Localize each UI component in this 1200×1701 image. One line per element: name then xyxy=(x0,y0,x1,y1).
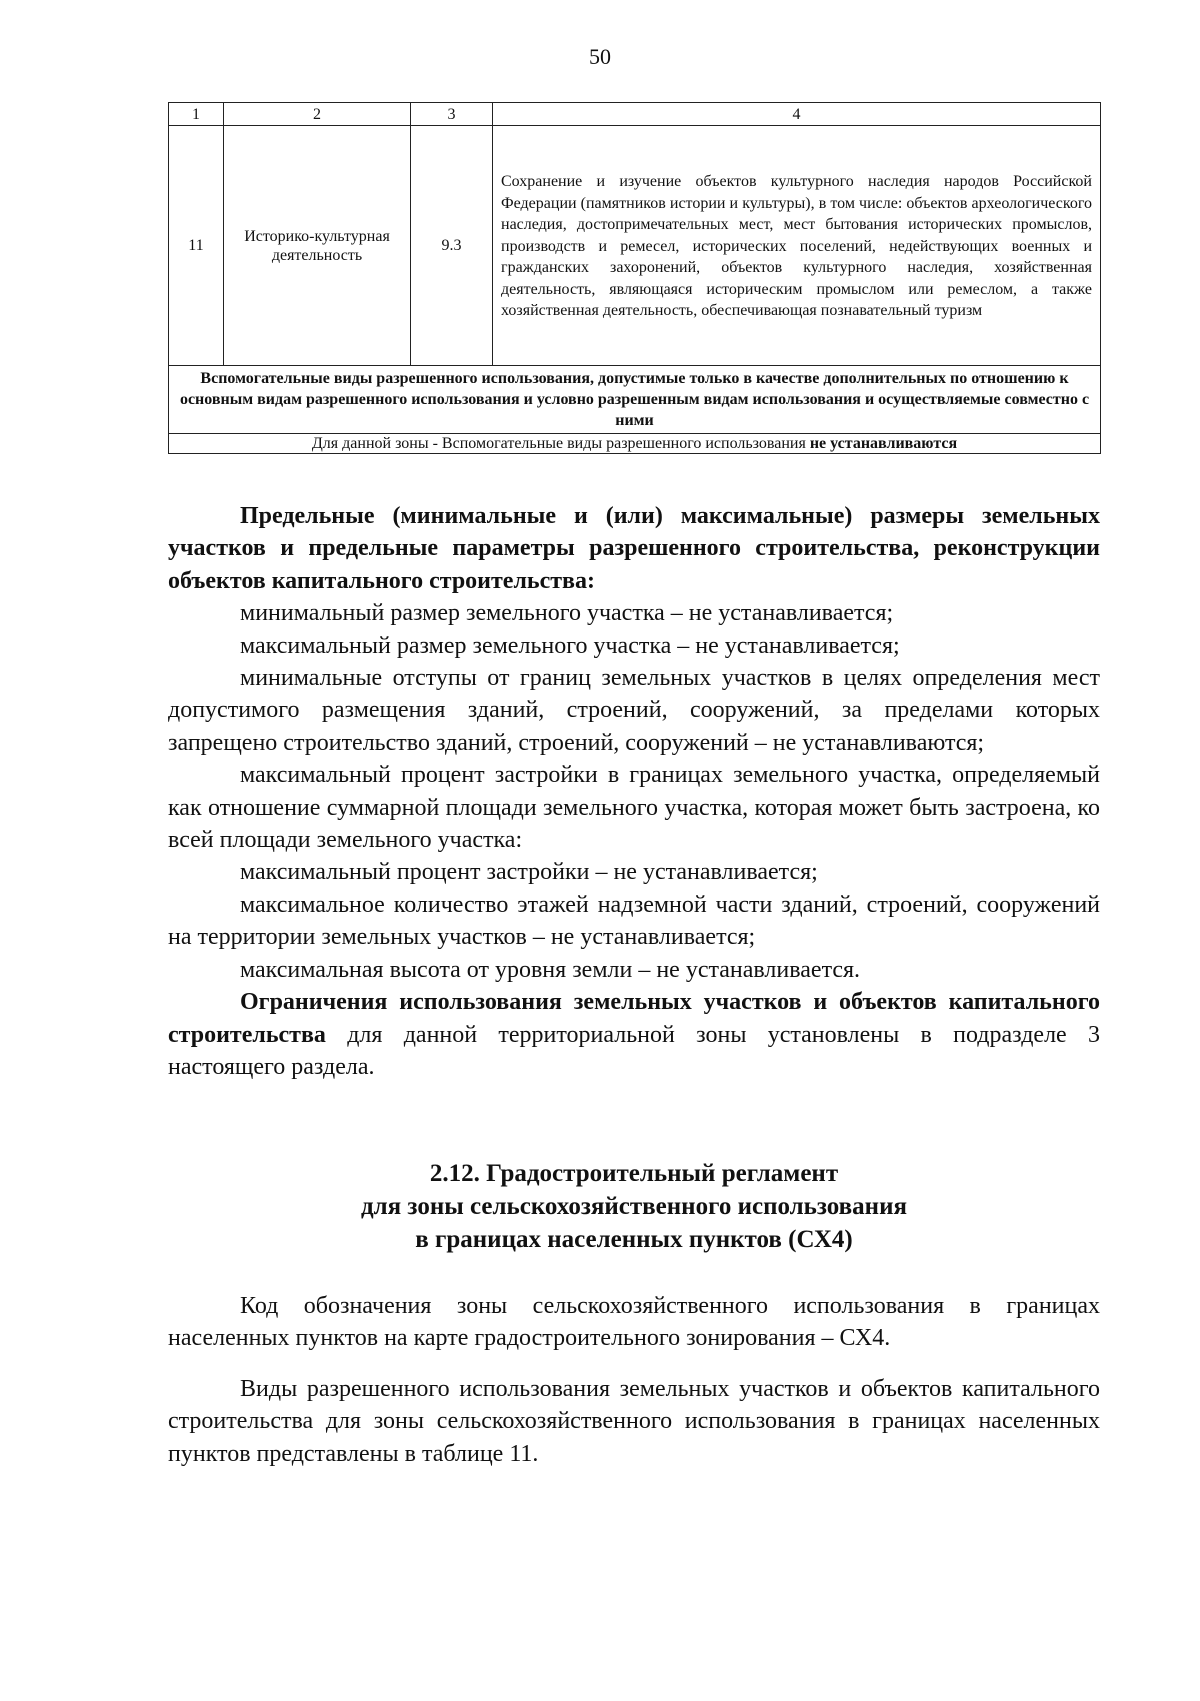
limits-section xyxy=(168,500,1100,1083)
use-code-cell: 9.3 xyxy=(411,126,493,366)
limit-item: максимальное количество этажей надземной части зданий, строений, сооружений на территории земельных участков – не устанавливается; xyxy=(168,891,1100,951)
restriction-bold: Ограничения использования земельных участков и объектов капитального строительства xyxy=(168,989,1100,1048)
table-reference-paragraph: Виды разрешенного использования земельных участков и объектов капитального строительства для зоны сельскохозяйственного использования в границах населенных пунктов представлены в таблице 11. xyxy=(168,1375,1100,1467)
use-name-cell: Историко-культурная деятельность xyxy=(224,126,411,366)
section-body xyxy=(168,1290,1100,1470)
restriction-paragraph xyxy=(168,986,1100,1083)
limit-item: максимальный размер земельного участка – не устанавливается; xyxy=(240,632,900,659)
aux-heading-cell: Вспомогательные виды разрешенного использования, допустимые только в качестве дополнительных по отношению к основным видам разрешенного использования и условно разрешенным видам использования и осуществляемые совместно с ними xyxy=(169,366,1101,434)
limits-heading: Предельные (минимальные и (или) максимальные) размеры земельных участков и предельные параметры разрешенного строительства, реконструкции объектов капитального строительства: xyxy=(168,503,1100,594)
aux-note-cell xyxy=(169,434,1101,454)
zone-code-paragraph: Код обозначения зоны сельскохозяйственного использования в границах населенных пунктов на карте градостроительного зонирования – СХ4. xyxy=(168,1293,1100,1352)
table-row xyxy=(169,126,1101,366)
limit-item: минимальные отступы от границ земельных участков в целях определения мест допустимого размещения зданий, строений, сооружений, за пределами которых запрещено строительство зданий, строений, сооружений – не устанавливаются; xyxy=(168,665,1100,756)
table-header-cell: 1 xyxy=(169,103,224,126)
table-header-cell: 2 xyxy=(224,103,411,126)
permitted-use-table xyxy=(168,102,1101,454)
restriction-text: для данной территориальной зоны установлены в подразделе 3 настоящего раздела. xyxy=(168,1021,1100,1080)
table-header-row xyxy=(169,103,1101,126)
row-number-cell: 11 xyxy=(169,126,224,366)
table-header-cell: 3 xyxy=(411,103,493,126)
use-description-cell: Сохранение и изучение объектов культурного наследия народов Российской Федерации (памятников истории и культуры), в том числе: объектов археологического наследия, достопримечательных мест, мест бытования исторических промыслов, производств и ремесел, исторических поселений, недействующих военных и гражданских захоронений, объектов культурного наследия, хозяйственная деятельность, являющаяся историческим промыслом или ремеслом, а также хозяйственная деятельность, обеспечивающая познавательный туризм xyxy=(493,126,1101,366)
limit-item: максимальный процент застройки – не устанавливается; xyxy=(240,859,818,886)
page-number: 50 xyxy=(589,44,611,69)
section-title-line: для зоны сельскохозяйственного использования xyxy=(360,1193,908,1220)
section-title-line: в границах населенных пунктов (СХ4) xyxy=(415,1226,853,1253)
limit-item: максимальная высота от уровня земли – не устанавливается. xyxy=(240,956,861,983)
table-header-cell: 4 xyxy=(493,103,1101,126)
aux-note-text: Для данной зоны - Вспомогательные виды разрешенного использования xyxy=(311,435,810,452)
limit-item: минимальный размер земельного участка – не устанавливается; xyxy=(240,600,894,627)
aux-note-row xyxy=(169,434,1101,454)
aux-heading-row xyxy=(169,366,1101,434)
limit-item: максимальный процент застройки в границах земельного участка, определяемый как отношение суммарной площади земельного участка, которая может быть застроена, ко всей площади земельного участка: xyxy=(168,762,1100,854)
section-title-line: 2.12. Градостроительный регламент xyxy=(429,1160,839,1187)
section-title xyxy=(168,1157,1100,1256)
aux-note-bold: не устанавливаются xyxy=(809,435,958,452)
